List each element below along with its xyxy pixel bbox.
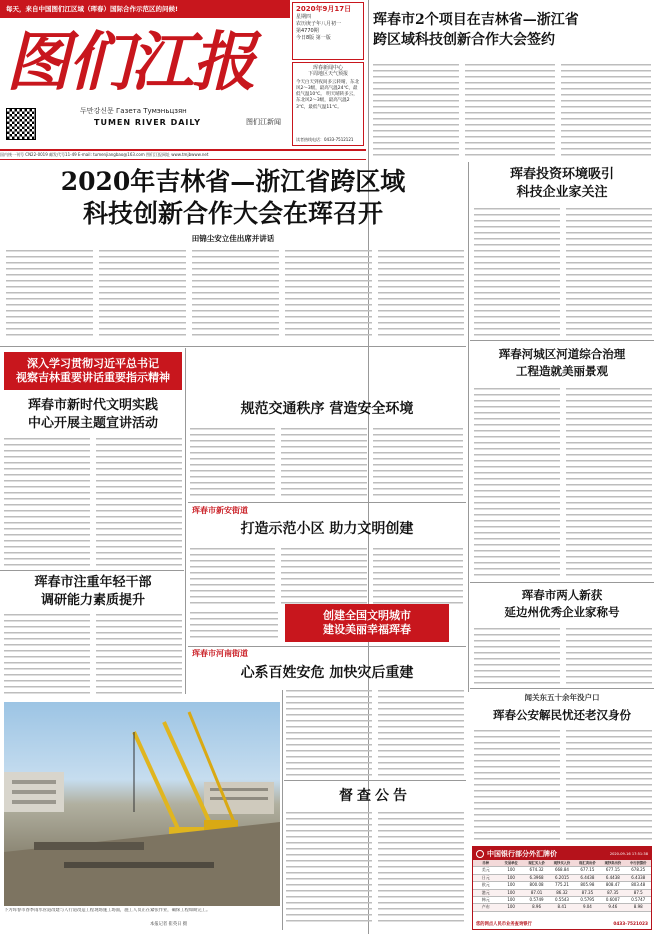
- notice-body-1: [286, 812, 372, 922]
- fx-table-cell: 欧元: [481, 882, 490, 888]
- fx-table-cell: 100: [507, 882, 515, 888]
- weather-forecast: 今天白天到夜间多云转晴，东北风2～3级，最高气温24℃，最低气温10℃。 明天晴转多云，东北风2～3级，最高气温23℃，最低气温11℃。: [296, 79, 359, 110]
- cadre-story-title-1: 珲春市注重年轻干部: [34, 575, 152, 590]
- invest-story-body-1: [474, 208, 560, 336]
- henan-story-title: 心系百姓安危 加快灾后重建: [240, 665, 414, 681]
- fx-table-cell: 0.5543: [554, 897, 569, 903]
- firms-story-body-1: [474, 628, 560, 684]
- masthead-small-chinese: 图们江新闻: [246, 118, 281, 126]
- qr-code: [6, 108, 36, 140]
- cadre-story-body-2: [96, 614, 182, 694]
- xinan-story-title: 打造示范小区 助力文明创建: [240, 521, 414, 537]
- story-right-top-body-1: [373, 64, 459, 156]
- fx-table-cell: 86.32: [556, 889, 568, 895]
- fx-column-header: 中行折算价: [630, 861, 647, 865]
- construction-scene-drawing: [4, 702, 280, 906]
- fx-table-cell: 港元: [481, 889, 490, 895]
- fx-table-cell: 0.5795: [580, 897, 595, 903]
- police-story-body-1: [474, 730, 560, 842]
- civ-story-body-1: [4, 438, 90, 568]
- fx-table-cell: 100: [507, 874, 515, 880]
- fx-table-cell: 卢布: [481, 904, 490, 910]
- traffic-story-body-2: [281, 428, 367, 498]
- story-right-top-body-3: [561, 64, 651, 156]
- fx-table-cell: 6.4338: [631, 874, 646, 880]
- traffic-story-body-1: [190, 428, 275, 498]
- fx-table-cell: 9.46: [608, 904, 618, 910]
- fx-table-row: [473, 867, 651, 874]
- police-story-title: 珲春公安解民忧还老汉身份: [493, 708, 631, 722]
- fx-table-date: 2020-09-16 17:51:38: [609, 851, 648, 856]
- fx-table-columns: [473, 860, 651, 867]
- fx-table-cell: 87.5: [633, 889, 643, 895]
- xinan-story-bottom-rule: [188, 646, 466, 647]
- fx-table-cell: 100: [507, 897, 515, 903]
- invest-story-title-1: 珲春投资环境吸引: [509, 167, 614, 182]
- photo-divider: [282, 690, 283, 930]
- issue-pages: 今日8版 第一版: [296, 35, 331, 41]
- henan-story-body-1: [286, 690, 372, 776]
- fx-table-cell: 668.84: [554, 867, 569, 873]
- xinan-story-kicker: 珲春市新安街道: [192, 506, 248, 515]
- issue-weekday: 星期四: [296, 14, 312, 20]
- henan-story-body-2: [378, 690, 464, 776]
- river-story-bottom-rule: [470, 582, 654, 583]
- notice-body-2: [378, 812, 464, 922]
- photo-credit: 本报记者 崔英日 摄: [150, 922, 188, 927]
- fx-table-cell: 韩元: [481, 897, 490, 903]
- fx-column-header: 现汇买入价: [528, 861, 545, 865]
- fx-table-cell: 87.35: [607, 889, 619, 895]
- fx-table-title: 中国银行部分外汇牌价: [487, 849, 557, 858]
- traffic-story-bottom-rule: [188, 502, 466, 503]
- weather-box: [292, 62, 364, 146]
- traffic-story-body-3: [373, 428, 463, 498]
- fx-table-cell: 美元: [481, 867, 490, 873]
- fx-table-cell: 0.6007: [605, 897, 620, 903]
- civilized-city-banner-line2: 建设美丽幸福珲春: [323, 623, 411, 636]
- fx-table-header: [473, 847, 651, 860]
- fx-table-cell: 805.98: [580, 882, 595, 888]
- fx-table-cell: 0.5749: [529, 897, 544, 903]
- fx-table-cell: 803.48: [631, 882, 646, 888]
- top-slogan: 每天，来自中国图们江区域（珲春）国际合作示范区的问候!: [6, 5, 178, 13]
- lead-story-subtitle: 田锦尘安立佳出席并讲话: [191, 234, 275, 243]
- fx-column-header: 现汇卖出价: [579, 861, 596, 865]
- fx-table-footer: [473, 919, 651, 929]
- fx-table-cell: 100: [507, 867, 515, 873]
- xinan-story-body-2: [281, 548, 367, 608]
- fx-table-body: [473, 867, 651, 911]
- weather-title: 珲春新闻中心: [312, 65, 343, 71]
- fx-table-cell: 800.08: [529, 882, 544, 888]
- traffic-story-title: 规范交通秩序 营造安全环境: [240, 401, 414, 417]
- fx-table-row: [473, 890, 651, 897]
- river-story-body-2: [566, 388, 652, 578]
- police-story-kicker: 闻关东五十余年没户口: [524, 693, 600, 702]
- lead-story-title-1: 2020年吉林省—浙江省跨区域: [60, 167, 406, 196]
- fx-table-row: [473, 875, 651, 882]
- lead-story-title-2: 科技创新合作大会在珲召开: [82, 199, 383, 228]
- henan-story-kicker: 珲春市河南街道: [192, 649, 248, 658]
- bank-logo-icon: [476, 850, 484, 858]
- lead-story-bottom-rule: [0, 346, 466, 347]
- fx-column-header: 币种: [482, 861, 489, 865]
- fx-table-row: [473, 904, 651, 911]
- weather-subtitle: 下周地区天气预报: [307, 71, 348, 78]
- civ-story-title-1: 珲春市新时代文明实践: [27, 398, 158, 413]
- fx-table-footer-text: 您的网点人民币业务查询银行: [476, 922, 532, 927]
- fx-table-cell: 9.04: [582, 904, 592, 910]
- fx-column-header: 交易单位: [504, 861, 518, 865]
- fx-table-cell: 6.4438: [605, 874, 620, 880]
- study-banner-line1: 深入学习贯彻习近平总书记: [27, 357, 159, 370]
- masthead-info-rule: [0, 159, 366, 160]
- river-story-body-1: [474, 388, 560, 578]
- story-right-top-body-2: [465, 64, 555, 156]
- police-story-body-2: [566, 730, 652, 842]
- firms-story-body-2: [566, 628, 652, 684]
- civ-story-bottom-rule: [0, 570, 184, 571]
- story-right-top-title-2: 跨区域科技创新合作大会签约: [373, 32, 555, 48]
- fx-table-cell: 0.5747: [631, 897, 646, 903]
- fx-table-cell: 677.15: [580, 867, 595, 873]
- fx-table-phone: 0433-7521023: [613, 921, 648, 927]
- lead-story-body-5: [378, 250, 464, 340]
- column-divider-left: [185, 348, 186, 694]
- fx-table-cell: 775.21: [554, 882, 569, 888]
- fx-column-header: 现钞卖出价: [604, 861, 622, 865]
- fx-table-cell: 808.47: [605, 882, 620, 888]
- river-story-title-1: 珲春河城区河道综合治理: [498, 347, 626, 361]
- construction-photo: [4, 702, 280, 906]
- fx-table-cell: 678.25: [631, 867, 646, 873]
- lead-story-body-3: [192, 250, 279, 340]
- top-slogan-bar: [0, 0, 290, 18]
- civ-story-body-2: [96, 438, 182, 568]
- henan-story-bottom-rule: [284, 780, 466, 781]
- fx-table-cell: 8.96: [532, 904, 541, 910]
- cadre-story-title-2: 调研能力素质提升: [40, 593, 145, 608]
- newspaper-logo: 图们江报: [6, 25, 254, 100]
- fx-table-cell: 100: [507, 904, 515, 910]
- firms-story-title-2: 延边州优秀企业家称号: [504, 605, 620, 619]
- issue-lunar: 农历庚子年八月初一: [296, 21, 342, 27]
- study-banner: [4, 352, 182, 390]
- fx-table-cell: 8.98: [633, 904, 643, 910]
- fx-table-cell: 6.3968: [529, 874, 544, 880]
- masthead-english-name: TUMEN RIVER DAILY: [94, 118, 202, 127]
- issue-number: 第4770期: [296, 28, 319, 34]
- fx-table-cell: 677.15: [605, 867, 620, 873]
- fx-table-cell: 6.2015: [554, 874, 569, 880]
- story-right-top-title-1: 珲春市2个项目在吉林省—浙江省: [373, 12, 579, 28]
- fx-table-cell: 674.32: [529, 867, 544, 873]
- masthead-multi-language: 두만강신문 Газета Тумэньцзян: [80, 107, 187, 115]
- xinan-story-body-3: [373, 548, 463, 608]
- issue-date: 2020年9月17日: [296, 5, 352, 13]
- invest-story-title-2: 科技企业家关注: [516, 185, 608, 200]
- firms-story-title-1: 珲春市两人新获: [521, 588, 603, 602]
- date-box: [292, 2, 364, 60]
- civilized-city-banner-line1: 创建全国文明城市: [323, 609, 411, 622]
- firms-story-bottom-rule: [470, 688, 654, 689]
- fx-table-cell: 8.41: [557, 904, 567, 910]
- column-divider-right: [468, 162, 469, 692]
- fx-table-row: [473, 882, 651, 889]
- civilized-city-banner: [285, 604, 449, 642]
- lead-story-body-2: [99, 250, 186, 340]
- study-banner-line2: 视察吉林重要讲话重要指示精神: [16, 371, 170, 384]
- fx-table-cell: 6.4438: [580, 874, 595, 880]
- fx-table-row: [473, 897, 651, 904]
- lead-story-body-1: [6, 250, 93, 340]
- fx-table-cell: 87.01: [530, 889, 543, 895]
- xinan-story-body-1: [190, 548, 275, 608]
- fx-table-cell: 日元: [481, 874, 490, 880]
- fx-table-cell: 87.35: [581, 889, 594, 895]
- masthead-info-bar: 国内统一刊号 CN22-0019 邮发代号11-49 E-mail: tumenjiangbao@163.com 图们江报网址 www.tmjbwww.net: [0, 152, 209, 157]
- invest-story-bottom-rule: [470, 340, 654, 341]
- invest-story-body-2: [566, 208, 652, 336]
- civ-story-title-2: 中心开展主题宣讲活动: [27, 416, 158, 431]
- notice-title: 督查公告: [339, 788, 411, 804]
- xinan-story-body-4: [190, 612, 278, 642]
- fx-table-cell: 100: [507, 889, 515, 895]
- fx-column-header: 现钞买入价: [553, 861, 571, 865]
- lead-story-body-4: [285, 250, 372, 340]
- photo-caption: 下为珲春市春季雨水管道改建与人行道改造工程现场施工场面，施工人员正在紧张作业，确保工程如期完工。: [4, 908, 211, 913]
- reader-hotline: 读者热线电话：0433-7512121: [296, 136, 354, 142]
- cadre-story-body-1: [4, 614, 90, 694]
- fx-rate-table: [472, 846, 652, 930]
- river-story-title-2: 工程造就美丽景观: [516, 364, 608, 378]
